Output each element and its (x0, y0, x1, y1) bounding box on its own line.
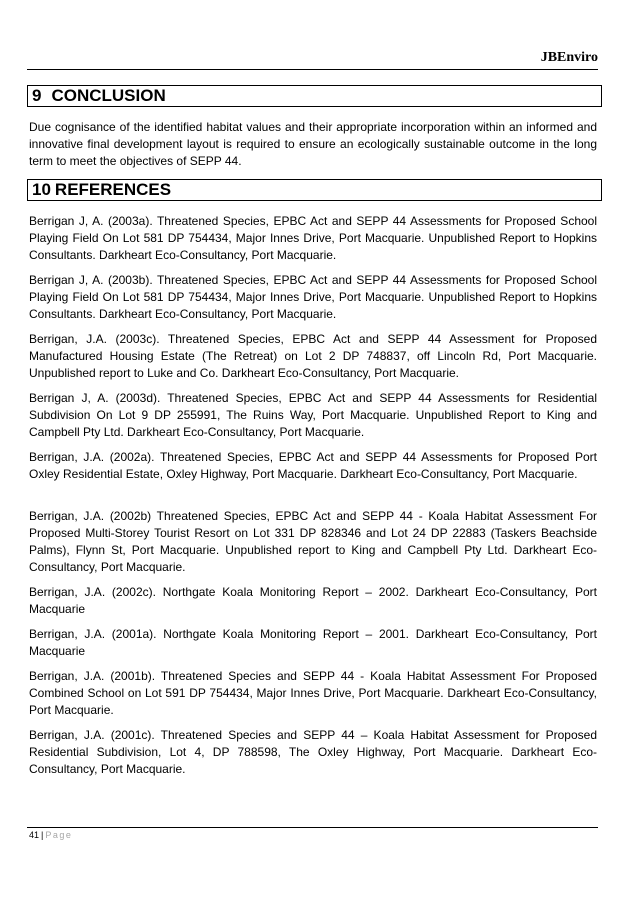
reference-entry: Berrigan, J.A. (2002b) Threatened Species, EPBC Act and SEPP 44 - Koala Habitat Assessment For Proposed Multi-Storey Tourist Resort on Lot 331 DP 828346 and Lot 24 DP 22883 (Taskers Beachside Palms), Flynn St, Port Macquarie. Unpublished report to King and Campbell Pty Ltd. Darkheart Eco-Consultancy, Port Macquarie. (29, 509, 597, 574)
page-number: 41 (29, 830, 40, 840)
page-footer (29, 830, 72, 840)
footer-rule (27, 827, 598, 828)
reference-entry: Berrigan, J.A. (2002c). Northgate Koala Monitoring Report – 2002. Darkheart Eco-Consultancy, Port Macquarie (29, 585, 597, 616)
conclusion-paragraph: Due cognisance of the identified habitat values and their appropriate incorporation within an informed and innovative final development layout is required to ensure an ecologically sustainable outcome in the long term to meet the objectives of SEPP 44. (29, 120, 597, 168)
section-title: REFERENCES (54, 180, 172, 199)
reference-entry: Berrigan, J.A. (2001a). Northgate Koala Monitoring Report – 2001. Darkheart Eco-Consultancy, Port Macquarie (29, 627, 597, 658)
header-brand: JBEnviro (540, 50, 598, 65)
footer-separator: | (41, 830, 44, 840)
section-title: CONCLUSION (51, 86, 166, 105)
section-heading-references (27, 179, 602, 201)
reference-entry: Berrigan, J.A. (2001c). Threatened Species and SEPP 44 – Koala Habitat Assessment for Proposed Residential Subdivision, Lot 4, DP 788598, The Oxley Highway, Port Macquarie. Darkheart Eco-Consultancy, Port Macquarie. (29, 728, 597, 776)
reference-entry: Berrigan J, A. (2003d). Threatened Species, EPBC Act and SEPP 44 Assessments for Residential Subdivision On Lot 9 DP 255991, The Ruins Way, Port Macquarie. Unpublished Report to King and Campbell Pty Ltd. Darkheart Eco-Consultancy, Port Macquarie. (29, 391, 597, 439)
page-label: Page (45, 830, 73, 840)
reference-entry: Berrigan, J.A. (2002a). Threatened Species, EPBC Act and SEPP 44 Assessments for Proposed Port Oxley Residential Estate, Oxley Highway, Port Macquarie. Darkheart Eco-Consultancy, Port Macquarie. (29, 450, 597, 481)
header-rule (27, 69, 598, 70)
reference-entry: Berrigan J, A. (2003a). Threatened Species, EPBC Act and SEPP 44 Assessments for Proposed School Playing Field On Lot 581 DP 754434, Major Innes Drive, Port Macquarie. Unpublished Report to Hopkins Consultants. Darkheart Eco-Consultancy, Port Macquarie. (29, 214, 597, 262)
section-number: 9 (32, 86, 42, 105)
reference-entry: Berrigan, J.A. (2003c). Threatened Species, EPBC Act and SEPP 44 Assessment for Proposed Manufactured Housing Estate (The Retreat) on Lot 2 DP 748837, off Lincoln Rd, Port Macquarie. Unpublished report to Luke and Co. Darkheart Eco-Consultancy, Port Macquarie. (29, 332, 597, 380)
reference-entry: Berrigan J, A. (2003b). Threatened Species, EPBC Act and SEPP 44 Assessments for Proposed School Playing Field On Lot 581 DP 754434, Major Innes Drive, Port Macquarie. Unpublished Report to Hopkins Consultants. Darkheart Eco-Consultancy, Port Macquarie. (29, 273, 597, 321)
section-number: 10 (32, 180, 51, 199)
section-heading-conclusion (27, 85, 602, 107)
reference-entry: Berrigan, J.A. (2001b). Threatened Species and SEPP 44 - Koala Habitat Assessment For Proposed Combined School on Lot 591 DP 754434, Major Innes Drive, Port Macquarie. Darkheart Eco-Consultancy, Port Macquarie. (29, 669, 597, 717)
